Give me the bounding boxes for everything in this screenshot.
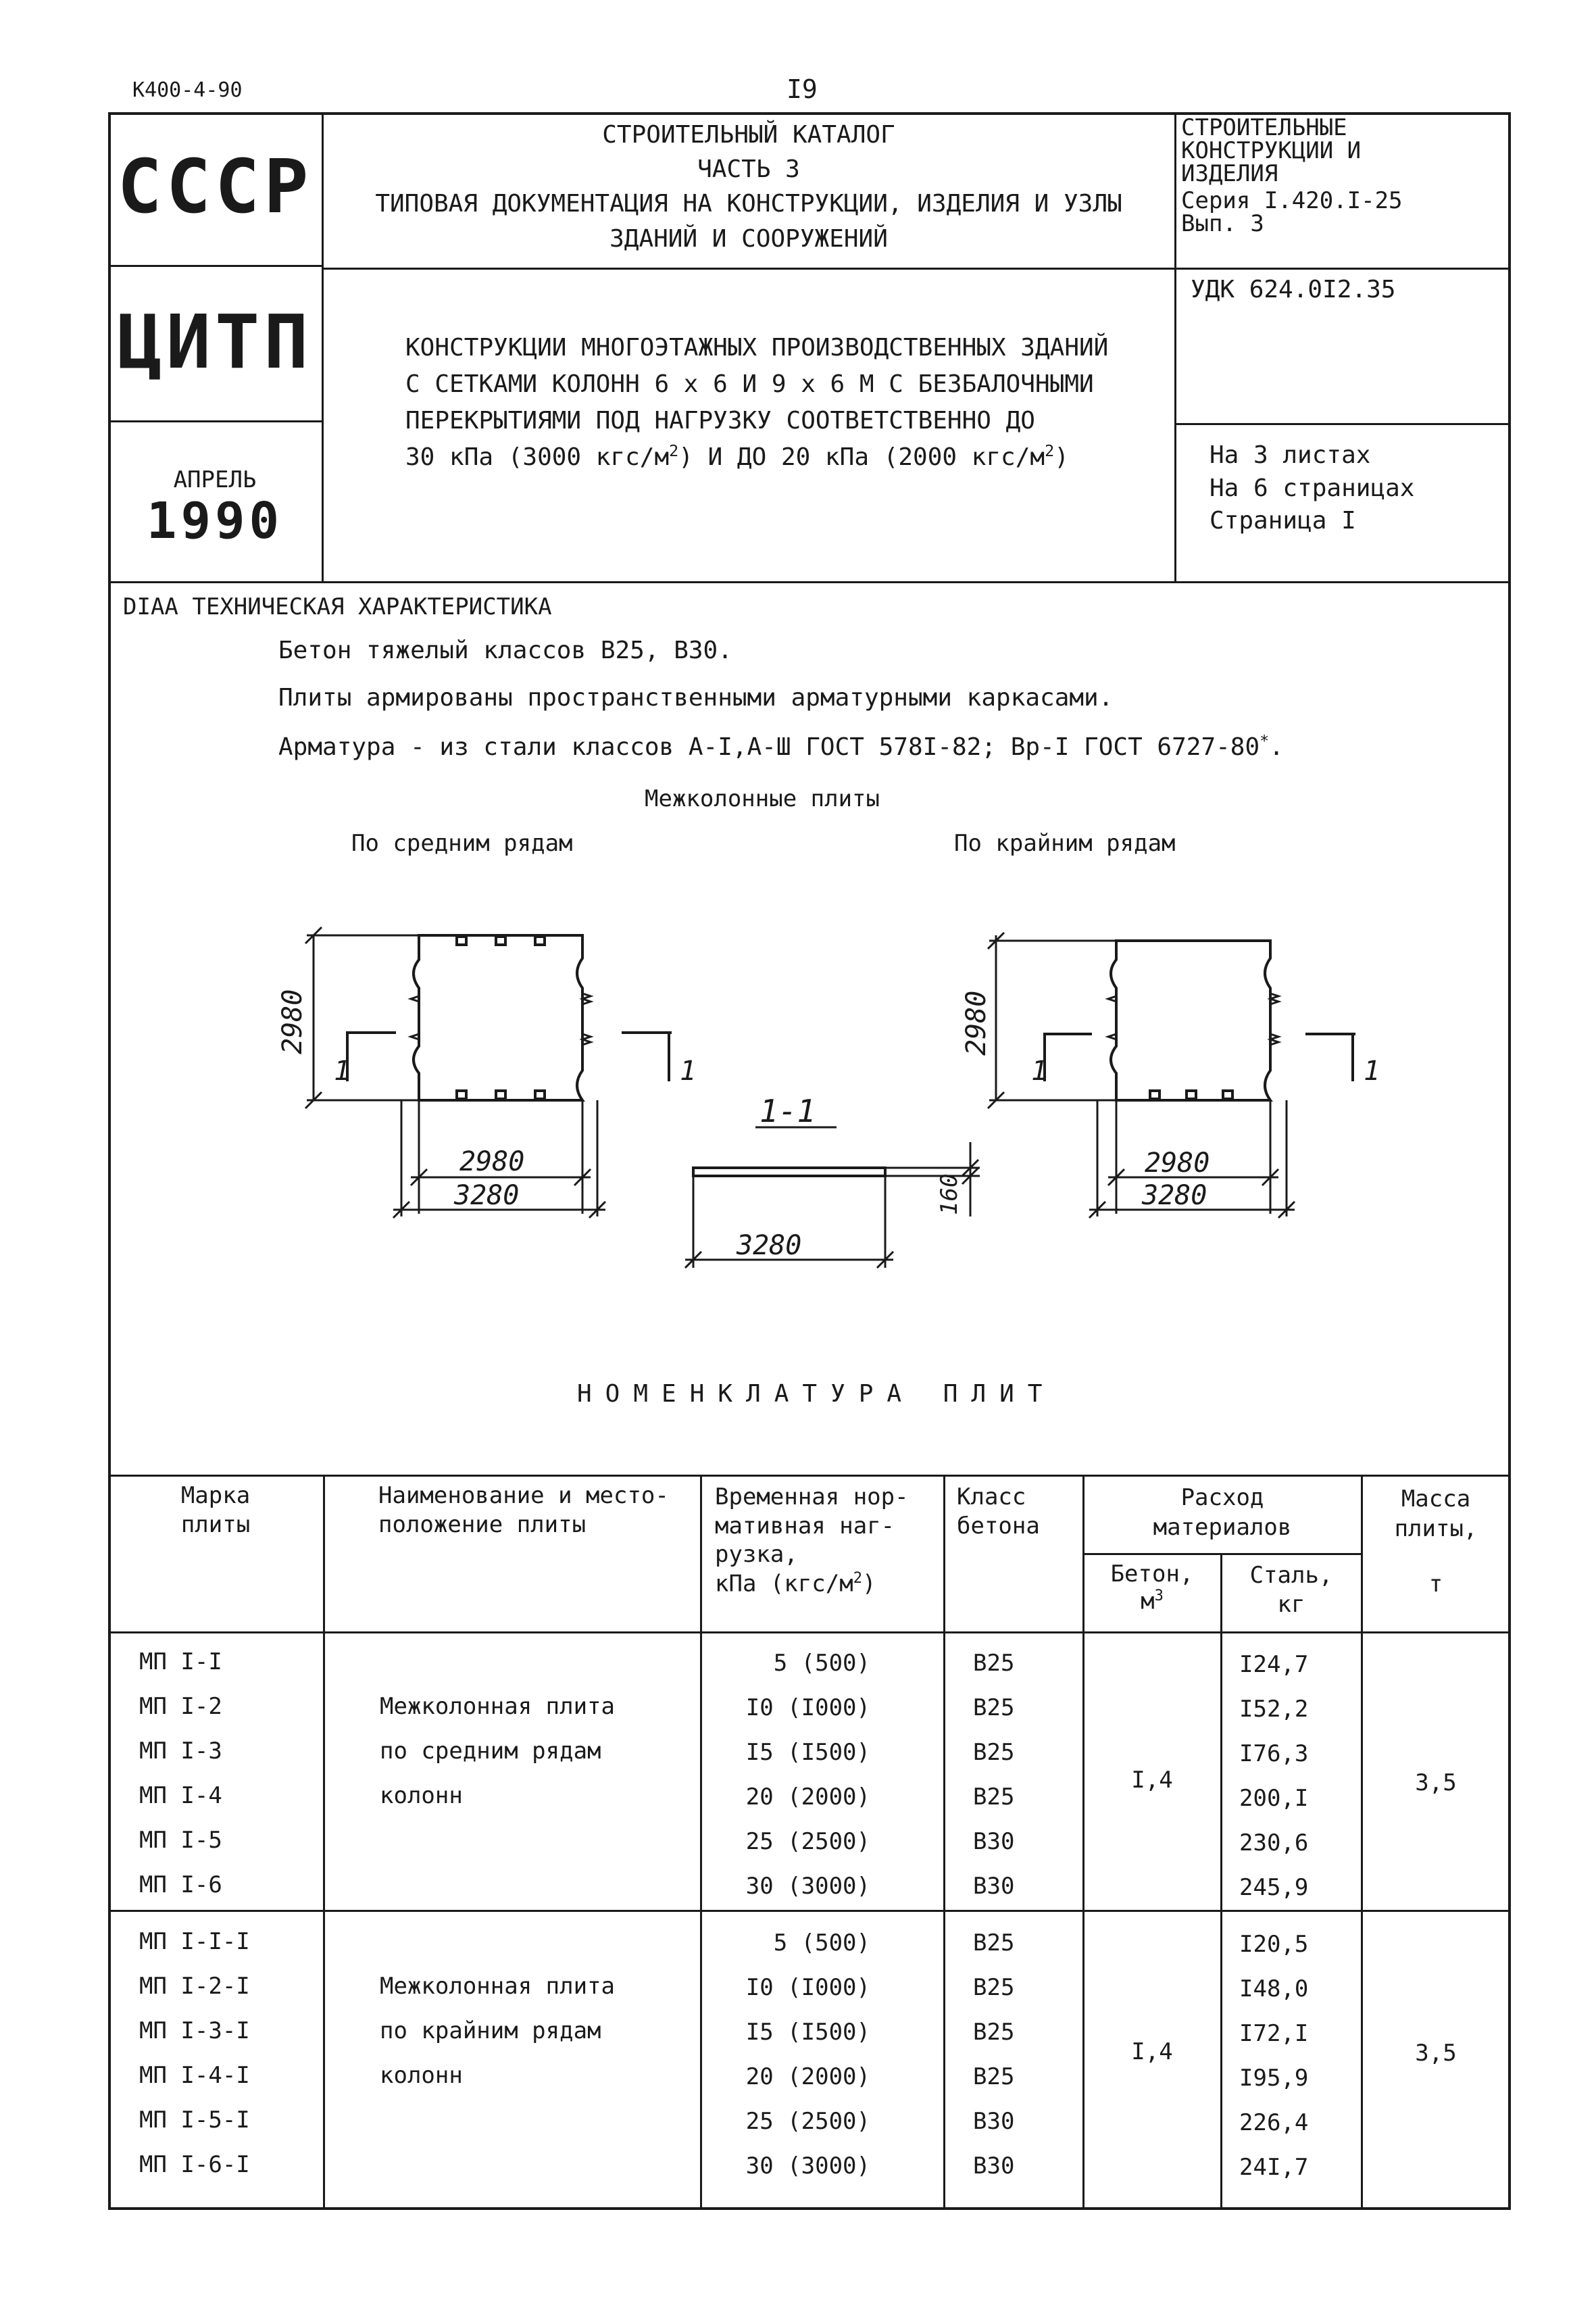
steel-column [1239,1642,1308,1910]
table-cell-load: 30 (3000) [745,2152,870,2180]
class-column [973,1641,1014,1909]
name-column [380,1684,615,1818]
table-cell-steel: 230,6 [1239,1829,1309,1856]
page-number: I9 [787,74,818,104]
table-cell-mark: МП I-5 [139,1827,222,1854]
table-cell-name: колонн [380,2062,463,2089]
title-part: 30 кПа (3000 кгс/м [405,443,670,471]
table-cell-concrete: I,4 [1131,1767,1173,1794]
table-cell-mark: МП I-I [139,1648,222,1675]
thickness-label: 160 [936,1173,963,1215]
table-cell-name: по средним рядам [380,1738,601,1765]
spec-text: . [1269,733,1284,761]
plate-outline [414,935,582,1100]
org-ussr: СССР [117,143,313,230]
section-slab [693,1168,885,1176]
table-cell-class: В25 [973,2063,1015,2090]
header-text: Масса [1401,1485,1471,1512]
table-cell-name: Межколонная плита [380,1693,615,1720]
table-cell-class: В25 [973,1929,1015,1956]
header-text: Марка [180,1482,251,1509]
series-line: Вып. 3 [1181,210,1264,237]
table-cell-name: по крайним рядам [380,2017,601,2044]
edge-row-plate [1108,941,1278,1100]
header-text: Временная нор- [715,1483,909,1510]
plate-notch [457,937,466,945]
table-cell-steel: I24,7 [1239,1651,1309,1678]
plate-notch [496,937,505,945]
table-cell-class: В25 [973,1739,1015,1766]
mark-column [139,1640,222,1907]
table-cell-steel: 24I,7 [1239,2154,1309,2181]
table-cell-class: В25 [973,1694,1015,1721]
header-text: плиты [180,1510,251,1538]
table-cell-steel: I76,3 [1239,1740,1309,1767]
sheet-line: Страница I [1210,507,1356,535]
header-text: кг [1277,1590,1305,1618]
header-text: Сталь, [1249,1562,1333,1589]
header-text [1084,1587,1220,1615]
table-cell-steel: 245,9 [1239,1874,1309,1901]
middle-row-plate [411,935,591,1100]
table-cell-class: В30 [973,1873,1015,1900]
header-text: Наименование и место- [378,1482,669,1509]
table-cell-mass: 3,5 [1415,1769,1457,1796]
table-cell-class: В30 [973,2108,1015,2135]
org-citp: ЦИТП [117,299,313,385]
table-cell-mark: МП I-3 [139,1738,222,1765]
header-class [957,1483,1040,1540]
cut-mark-label: 1 [1031,1056,1048,1087]
height-dimension-label: 2980 [961,990,992,1056]
table-cell-mark: МП I-I-I [139,1928,250,1955]
table-cell-class: В30 [973,2152,1015,2180]
title-part: ) И ДО 20 кПа (2000 кгс/м [678,443,1045,471]
table-cell-mark: МП I-5-I [139,2107,250,2134]
outer-width-label: 3280 [1142,1180,1207,1211]
catalog-line: ЧАСТЬ 3 [697,155,800,184]
plate-notch [535,937,545,945]
series-line: СТРОИТЕЛЬНЫЕ [1181,114,1347,141]
superscript: 2 [853,1569,863,1587]
plate-notch [496,1091,505,1099]
table-cell-mass: 3,5 [1415,2040,1457,2067]
plate-notch [535,1091,545,1099]
section-width-label: 3280 [737,1230,802,1261]
table-cell-load: 20 (2000) [745,2063,870,2090]
issue-year: 1990 [146,492,284,550]
cut-mark-label: 1 [1364,1056,1380,1087]
header-text [715,1569,909,1598]
plate-outline [1111,941,1270,1100]
spec-text: Арматура - из стали классов А-I,А-Ш ГОСТ 578I-82; Вр-I ГОСТ 6727-80 [278,733,1260,761]
document-code: К400-4-90 [132,78,243,102]
superscript: 3 [1154,1587,1164,1605]
header-text: Класс [957,1483,1026,1510]
title-part: ) [1054,443,1069,471]
title-line: КОНСТРУКЦИИ МНОГОЭТАЖНЫХ ПРОИЗВОДСТВЕННЫХ ЗДАНИЙ [405,334,1109,362]
header-name [378,1481,669,1539]
table-header-bottom [108,1631,1511,1633]
header-text: Бетон, [1110,1560,1194,1587]
table-cell-mark: МП I-6 [139,1871,222,1898]
header-text: плиты, [1394,1515,1478,1543]
title-line: С СЕТКАМИ КОЛОНН 6 х 6 И 9 х 6 М С БЕЗБАЛОЧНЫМИ [405,370,1094,398]
table-col-divider [1220,1553,1222,2210]
steel-column [1239,1922,1308,2190]
spec-line: Плиты армированы пространственными арматурными каркасами. [278,684,1114,712]
right-diagram-caption: По крайним рядам [954,830,1176,857]
table-cell-load: 25 (2500) [745,1828,870,1855]
title-line: ПЕРЕКРЫТИЯМИ ПОД НАГРУЗКУ СООТВЕТСТВЕННО ДО [405,407,1035,435]
table-cell-mark: МП I-4 [139,1782,222,1809]
table-cell-steel: I48,0 [1239,1975,1309,2002]
header-text: материалов [1153,1514,1292,1542]
table-cell-mark: МП I-2-I [139,1973,250,2000]
table-cell-class: В30 [973,1828,1015,1855]
table-cell-load: 20 (2000) [745,1783,870,1811]
diagram-caption: Межколонные плиты [645,785,880,812]
header-mark [109,1481,322,1539]
table-cell-name: Межколонная плита [380,1973,615,2000]
mark-column [139,1919,250,2187]
table-top-border [108,1475,1511,1477]
table-cell-class: В25 [973,1974,1015,2001]
table-cell-steel: I72,I [1239,2020,1309,2047]
table-cell-steel: 226,4 [1239,2109,1309,2136]
name-column [380,1964,615,2098]
table-cell-mark: МП I-4-I [139,2062,250,2089]
header-unit: м [1141,1587,1155,1615]
plate-notch [1187,1091,1196,1099]
udk-code: УДК 624.0I2.35 [1191,276,1396,303]
superscript: 2 [1045,441,1055,460]
table-cell-steel: I95,9 [1239,2065,1309,2092]
catalog-line: ЗДАНИЙ И СООРУЖЕНИЙ [609,224,888,253]
header-text: бетона [957,1512,1040,1540]
inner-width-label: 2980 [1145,1148,1210,1179]
table-cell-mark: МП I-6-I [139,2151,250,2178]
table-cell-load: 5 (500) [773,1929,870,1956]
table-cell-load: I0 (I000) [745,1974,870,2001]
inner-width-label: 2980 [459,1146,525,1177]
cut-mark-label: 1 [334,1056,351,1087]
header-unit: ) [862,1569,876,1597]
plate-edge-teeth [1108,993,1278,1045]
superscript: 2 [669,441,679,460]
table-cell-mark: МП I-3-I [139,2017,250,2044]
table-cell-load: I5 (I500) [745,2019,870,2046]
header-text: мативная наг- [715,1512,895,1540]
outer-width-label: 3280 [454,1180,520,1211]
table-cell-load: I0 (I000) [745,1694,870,1721]
plate-notch [1223,1091,1232,1099]
header-steel [1222,1561,1361,1619]
cut-mark-label: 1 [680,1056,697,1087]
issue-month: АПРЕЛЬ [173,466,257,493]
load-column [701,1641,870,1909]
table-cell-concrete: I,4 [1131,2038,1173,2065]
header-load [715,1483,909,1598]
table-cell-class: В25 [973,2019,1015,2046]
spec-line: Бетон тяжелый классов В25, В30. [278,637,732,664]
header-concrete [1084,1561,1220,1615]
class-column [973,1921,1014,2188]
table-cell-steel: I52,2 [1239,1696,1309,1723]
table-cell-mark: МП I-2 [139,1693,222,1720]
left-diagram-caption: По средним рядам [351,830,573,857]
nomenclature-title: НОМЕНКЛАТУРА ПЛИТ [577,1380,1056,1408]
table-cell-load: 25 (2500) [745,2108,870,2135]
table-cell-steel: I20,5 [1239,1931,1309,1958]
table-cell-class: В25 [973,1783,1015,1811]
header-unit: кПа (кгс/м [715,1569,853,1597]
section-heading: DIAA ТЕХНИЧЕСКАЯ ХАРАКТЕРИСТИКА [123,593,552,620]
table-cell-load: 5 (500) [773,1650,870,1677]
sheet-line: На 3 листах [1210,441,1371,469]
catalog-line: СТРОИТЕЛЬНЫЙ КАТАЛОГ [602,121,895,149]
asterisk: * [1260,731,1270,750]
plate-notch [457,1091,466,1099]
header-text: Расход [1180,1484,1264,1511]
series-line: КОНСТРУКЦИИ И [1181,137,1362,164]
table-cell-load: I5 (I500) [745,1739,870,1766]
table-group-divider [108,1910,1511,1912]
header-mass [1362,1484,1510,1600]
header-text: положение плиты [378,1510,587,1538]
table-cell-load: 30 (3000) [745,1873,870,1900]
table-cell-name: колонн [380,1782,463,1809]
header-consumption [1084,1483,1361,1542]
plate-edge-teeth [411,993,591,1045]
table-cell-steel: 200,I [1239,1785,1309,1812]
table-col-divider [943,1475,945,2210]
height-dimension-label: 2980 [277,989,308,1054]
header-text: т [1428,1571,1443,1598]
series-line: ИЗДЕЛИЯ [1181,160,1278,187]
plate-notch [1150,1091,1159,1099]
table-cell-class: В25 [973,1650,1015,1677]
header-text: рузка, [715,1541,798,1568]
sheet-line: На 6 страницах [1210,474,1415,502]
section-label: 1-1 [759,1093,816,1129]
series-line: Серия I.420.I-25 [1181,187,1403,214]
load-column [701,1921,870,2188]
catalog-line: ТИПОВАЯ ДОКУМЕНТАЦИЯ НА КОНСТРУКЦИИ, ИЗДЕЛИЯ И УЗЛЫ [375,190,1122,218]
table-col-divider [323,1475,325,2210]
